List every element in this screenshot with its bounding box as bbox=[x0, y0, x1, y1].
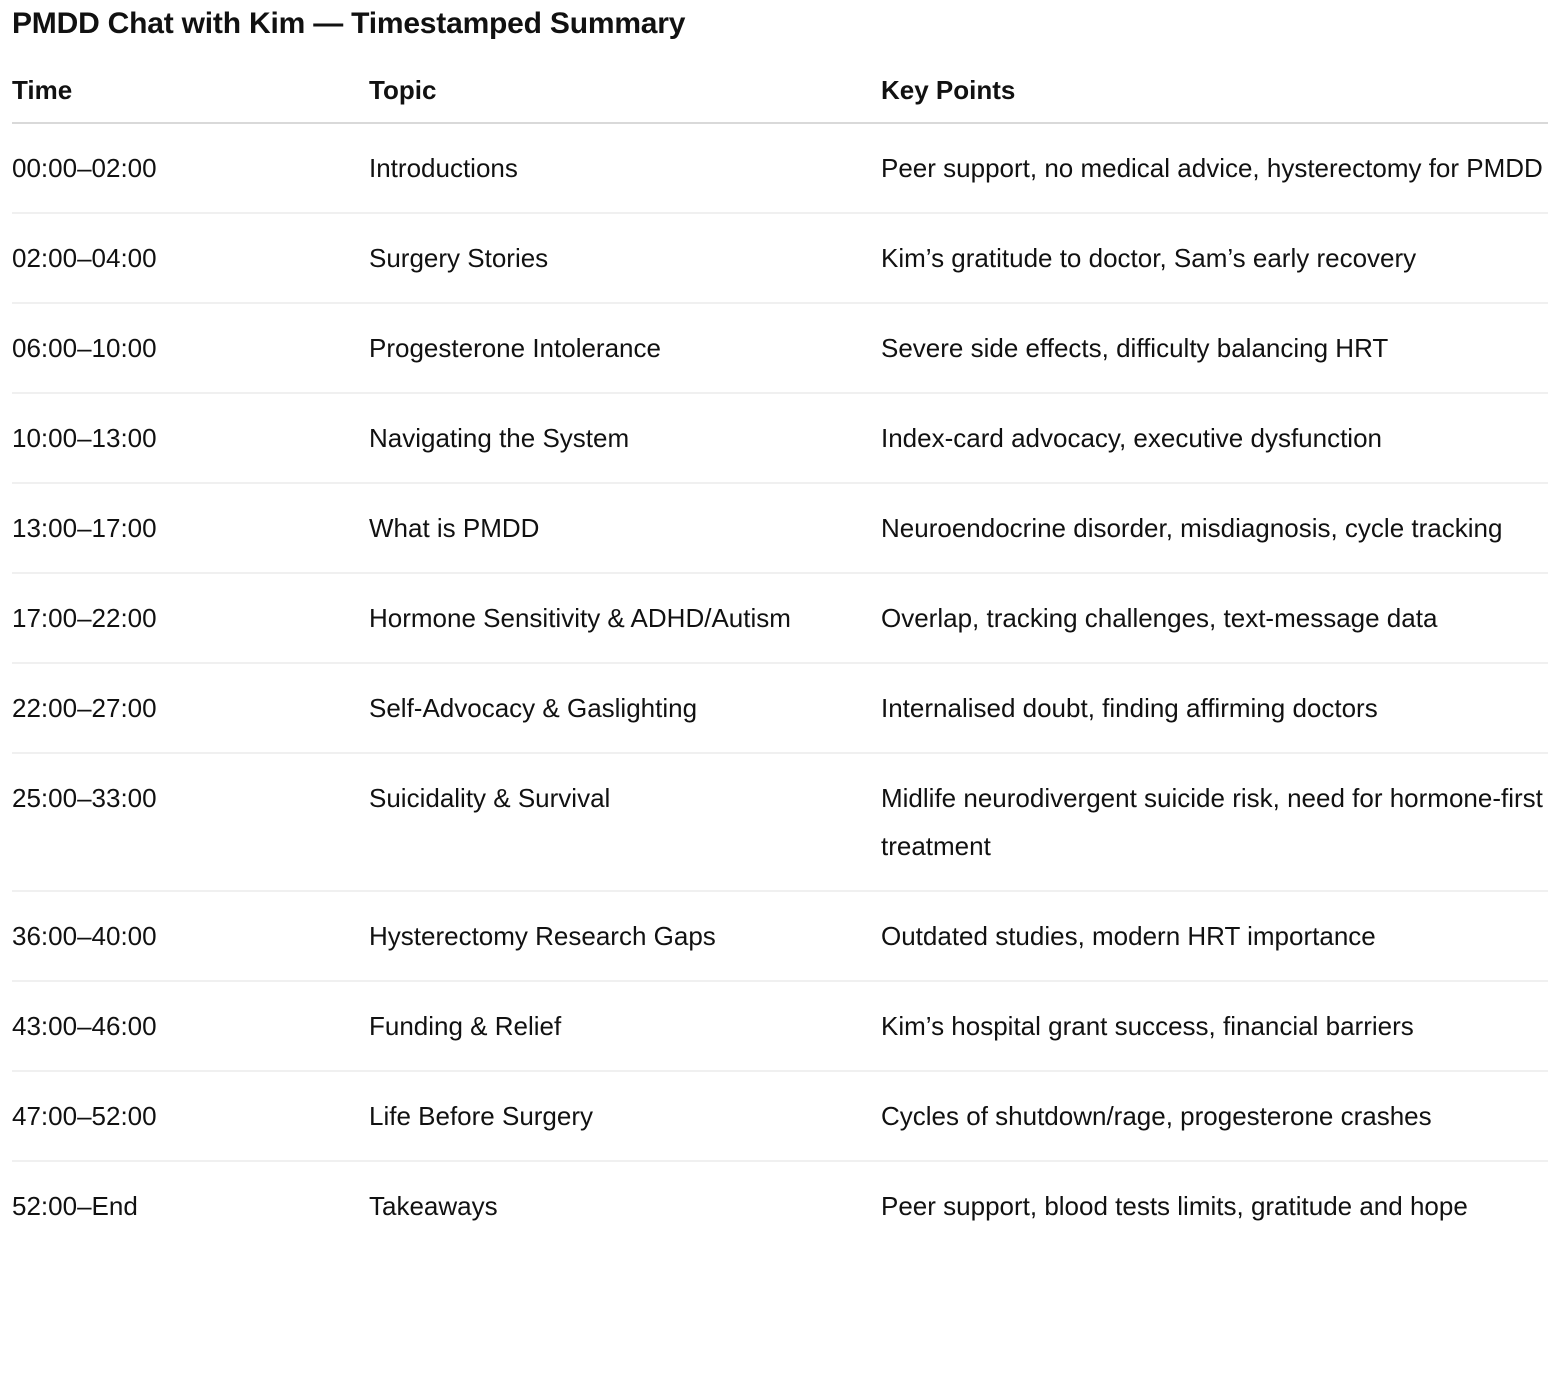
cell-topic: Funding & Relief bbox=[369, 981, 881, 1071]
cell-time: 43:00–46:00 bbox=[12, 981, 369, 1071]
column-header-key-points: Key Points bbox=[881, 66, 1548, 123]
cell-time: 00:00–02:00 bbox=[12, 123, 369, 213]
cell-topic: Hysterectomy Research Gaps bbox=[369, 891, 881, 981]
cell-topic: Navigating the System bbox=[369, 393, 881, 483]
cell-time: 13:00–17:00 bbox=[12, 483, 369, 573]
table-body bbox=[12, 123, 1548, 1250]
summary-table bbox=[12, 66, 1548, 1250]
table-row bbox=[12, 123, 1548, 213]
cell-topic: Takeaways bbox=[369, 1191, 498, 1221]
table-row bbox=[12, 303, 1548, 393]
table-row bbox=[12, 393, 1548, 483]
cell-topic: Suicidality & Survival bbox=[369, 753, 881, 891]
cell-key-points: Overlap, tracking challenges, text-message data bbox=[881, 573, 1548, 663]
header-row bbox=[12, 66, 1548, 123]
cell-key-points: Index-card advocacy, executive dysfunction bbox=[881, 393, 1548, 483]
table-row bbox=[12, 753, 1548, 891]
cell-key-points: Kim’s gratitude to doctor, Sam’s early recovery bbox=[881, 213, 1548, 303]
cell-topic: Hormone Sensitivity & ADHD/Autism bbox=[369, 573, 881, 663]
cell-time: 10:00–13:00 bbox=[12, 393, 369, 483]
table-row bbox=[12, 663, 1548, 753]
cell-time: 17:00–22:00 bbox=[12, 573, 369, 663]
cell-topic: Life Before Surgery bbox=[369, 1071, 881, 1161]
column-header-topic: Topic bbox=[369, 66, 881, 123]
cell-topic: Progesterone Intolerance bbox=[369, 303, 881, 393]
cell-key-points: Cycles of shutdown/rage, progesterone crashes bbox=[881, 1071, 1548, 1161]
table-header bbox=[12, 66, 1548, 123]
table-row bbox=[12, 573, 1548, 663]
cell-topic: What is PMDD bbox=[369, 483, 881, 573]
cell-time: 36:00–40:00 bbox=[12, 891, 369, 981]
table-row bbox=[12, 891, 1548, 981]
table-row bbox=[12, 981, 1548, 1071]
cell-key-points: Severe side effects, difficulty balancing HRT bbox=[881, 303, 1548, 393]
table-row bbox=[12, 213, 1548, 303]
cell-key-points: Kim’s hospital grant success, financial barriers bbox=[881, 981, 1548, 1071]
table-row bbox=[12, 483, 1548, 573]
cell-time: 25:00–33:00 bbox=[12, 753, 369, 891]
table-row bbox=[12, 1071, 1548, 1161]
cell-key-points: Peer support, blood tests limits, gratitude and hope bbox=[881, 1191, 1468, 1221]
cell-time: 02:00–04:00 bbox=[12, 213, 369, 303]
cell-key-points: Neuroendocrine disorder, misdiagnosis, cycle tracking bbox=[881, 483, 1548, 573]
table-row bbox=[12, 1161, 1548, 1250]
cell-topic: Self-Advocacy & Gaslighting bbox=[369, 663, 881, 753]
cell-topic: Introductions bbox=[369, 123, 881, 213]
cell-topic: Surgery Stories bbox=[369, 213, 881, 303]
cell-time: 22:00–27:00 bbox=[12, 663, 369, 753]
cell-time: 52:00–End bbox=[12, 1191, 138, 1221]
column-header-time: Time bbox=[12, 66, 369, 123]
cell-key-points: Outdated studies, modern HRT importance bbox=[881, 891, 1548, 981]
cell-key-points: Internalised doubt, finding affirming doctors bbox=[881, 663, 1548, 753]
cell-time: 47:00–52:00 bbox=[12, 1071, 369, 1161]
cell-key-points: Peer support, no medical advice, hysterectomy for PMDD bbox=[881, 123, 1548, 213]
cell-key-points: Midlife neurodivergent suicide risk, need for hormone-first treatment bbox=[881, 753, 1548, 891]
page-title: PMDD Chat with Kim — Timestamped Summary bbox=[12, 7, 686, 40]
cell-time: 06:00–10:00 bbox=[12, 303, 369, 393]
